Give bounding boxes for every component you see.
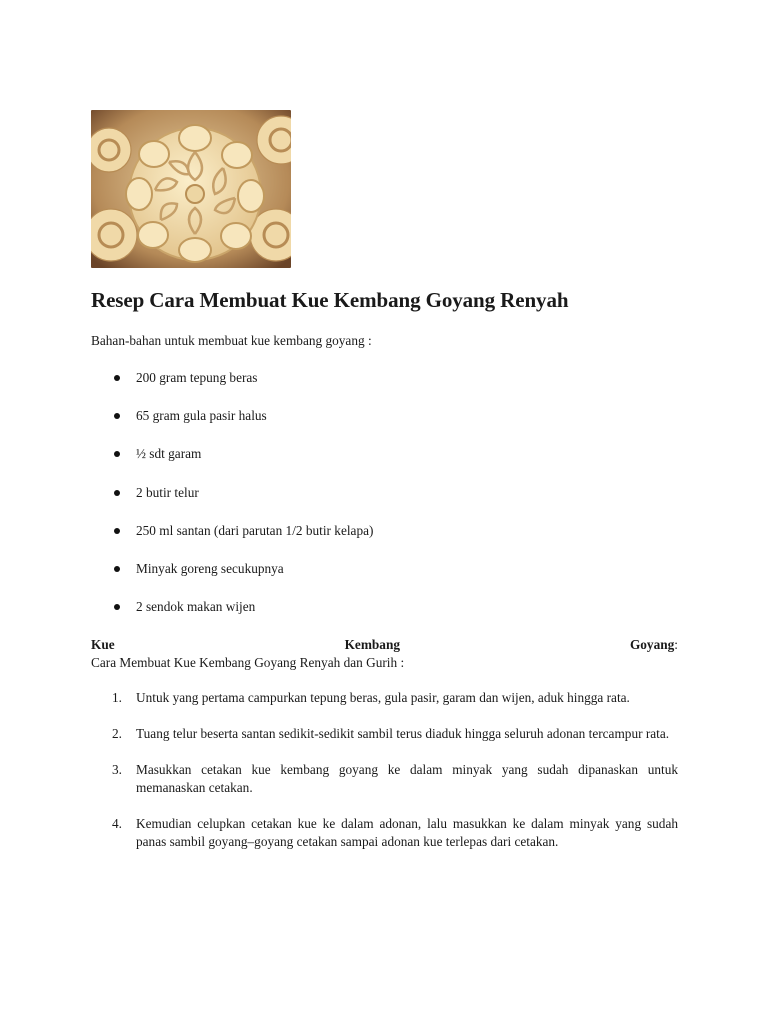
- list-item: 2 sendok makan wijen: [91, 599, 678, 637]
- method-subtitle: Cara Membuat Kue Kembang Goyang Renyah dan Gurih :: [91, 655, 405, 670]
- step-item: [91, 689, 678, 707]
- kembang-goyang-photo: [91, 110, 291, 268]
- step-text: Untuk yang pertama campurkan tepung beras, gula pasir, garam dan wijen, aduk hingga rata.: [136, 690, 630, 705]
- method-steps: [91, 689, 678, 869]
- bullet-icon: [114, 604, 120, 610]
- step-item: [91, 815, 678, 851]
- bullet-icon: [114, 490, 120, 496]
- document-page: [91, 110, 678, 849]
- method-heading: Kue Kembang Goyang:: [91, 637, 678, 652]
- step-number: 2.: [112, 726, 122, 741]
- step-text: Kemudian celupkan cetakan kue ke dalam adonan, lalu masukkan ke dalam minyak yang sudah panas sambil goyang–goyang cetakan sampai adonan kue terlepas dari cetakan.: [136, 816, 678, 849]
- ingredients-intro: Bahan-bahan untuk membuat kue kembang goyang :: [91, 333, 372, 348]
- step-text: Tuang telur beserta santan sedikit-sedikit sambil terus diaduk hingga seluruh adonan tercampur rata.: [136, 726, 670, 741]
- step-number: 4.: [112, 816, 122, 831]
- step-number: 3.: [112, 762, 122, 777]
- bullet-icon: [114, 375, 120, 381]
- list-item: 200 gram tepung beras: [91, 370, 678, 408]
- list-item: 2 butir telur: [91, 485, 678, 523]
- bullet-icon: [114, 528, 120, 534]
- bullet-icon: [114, 451, 120, 457]
- ingredient-list: [91, 370, 678, 637]
- step-text: Masukkan cetakan kue kembang goyang ke dalam minyak yang sudah dipanaskan untuk memanaskan cetakan.: [136, 762, 678, 795]
- list-item: 250 ml santan (dari parutan 1/2 butir kelapa): [91, 523, 678, 561]
- list-item: 65 gram gula pasir halus: [91, 408, 678, 446]
- page-title: Resep Cara Membuat Kue Kembang Goyang Renyah: [91, 288, 569, 312]
- step-item: [91, 725, 678, 743]
- list-item: ½ sdt garam: [91, 446, 678, 484]
- step-item: [91, 761, 678, 797]
- step-number: 1.: [112, 690, 122, 705]
- list-item: Minyak goreng secukupnya: [91, 561, 678, 599]
- bullet-icon: [114, 566, 120, 572]
- bullet-icon: [114, 413, 120, 419]
